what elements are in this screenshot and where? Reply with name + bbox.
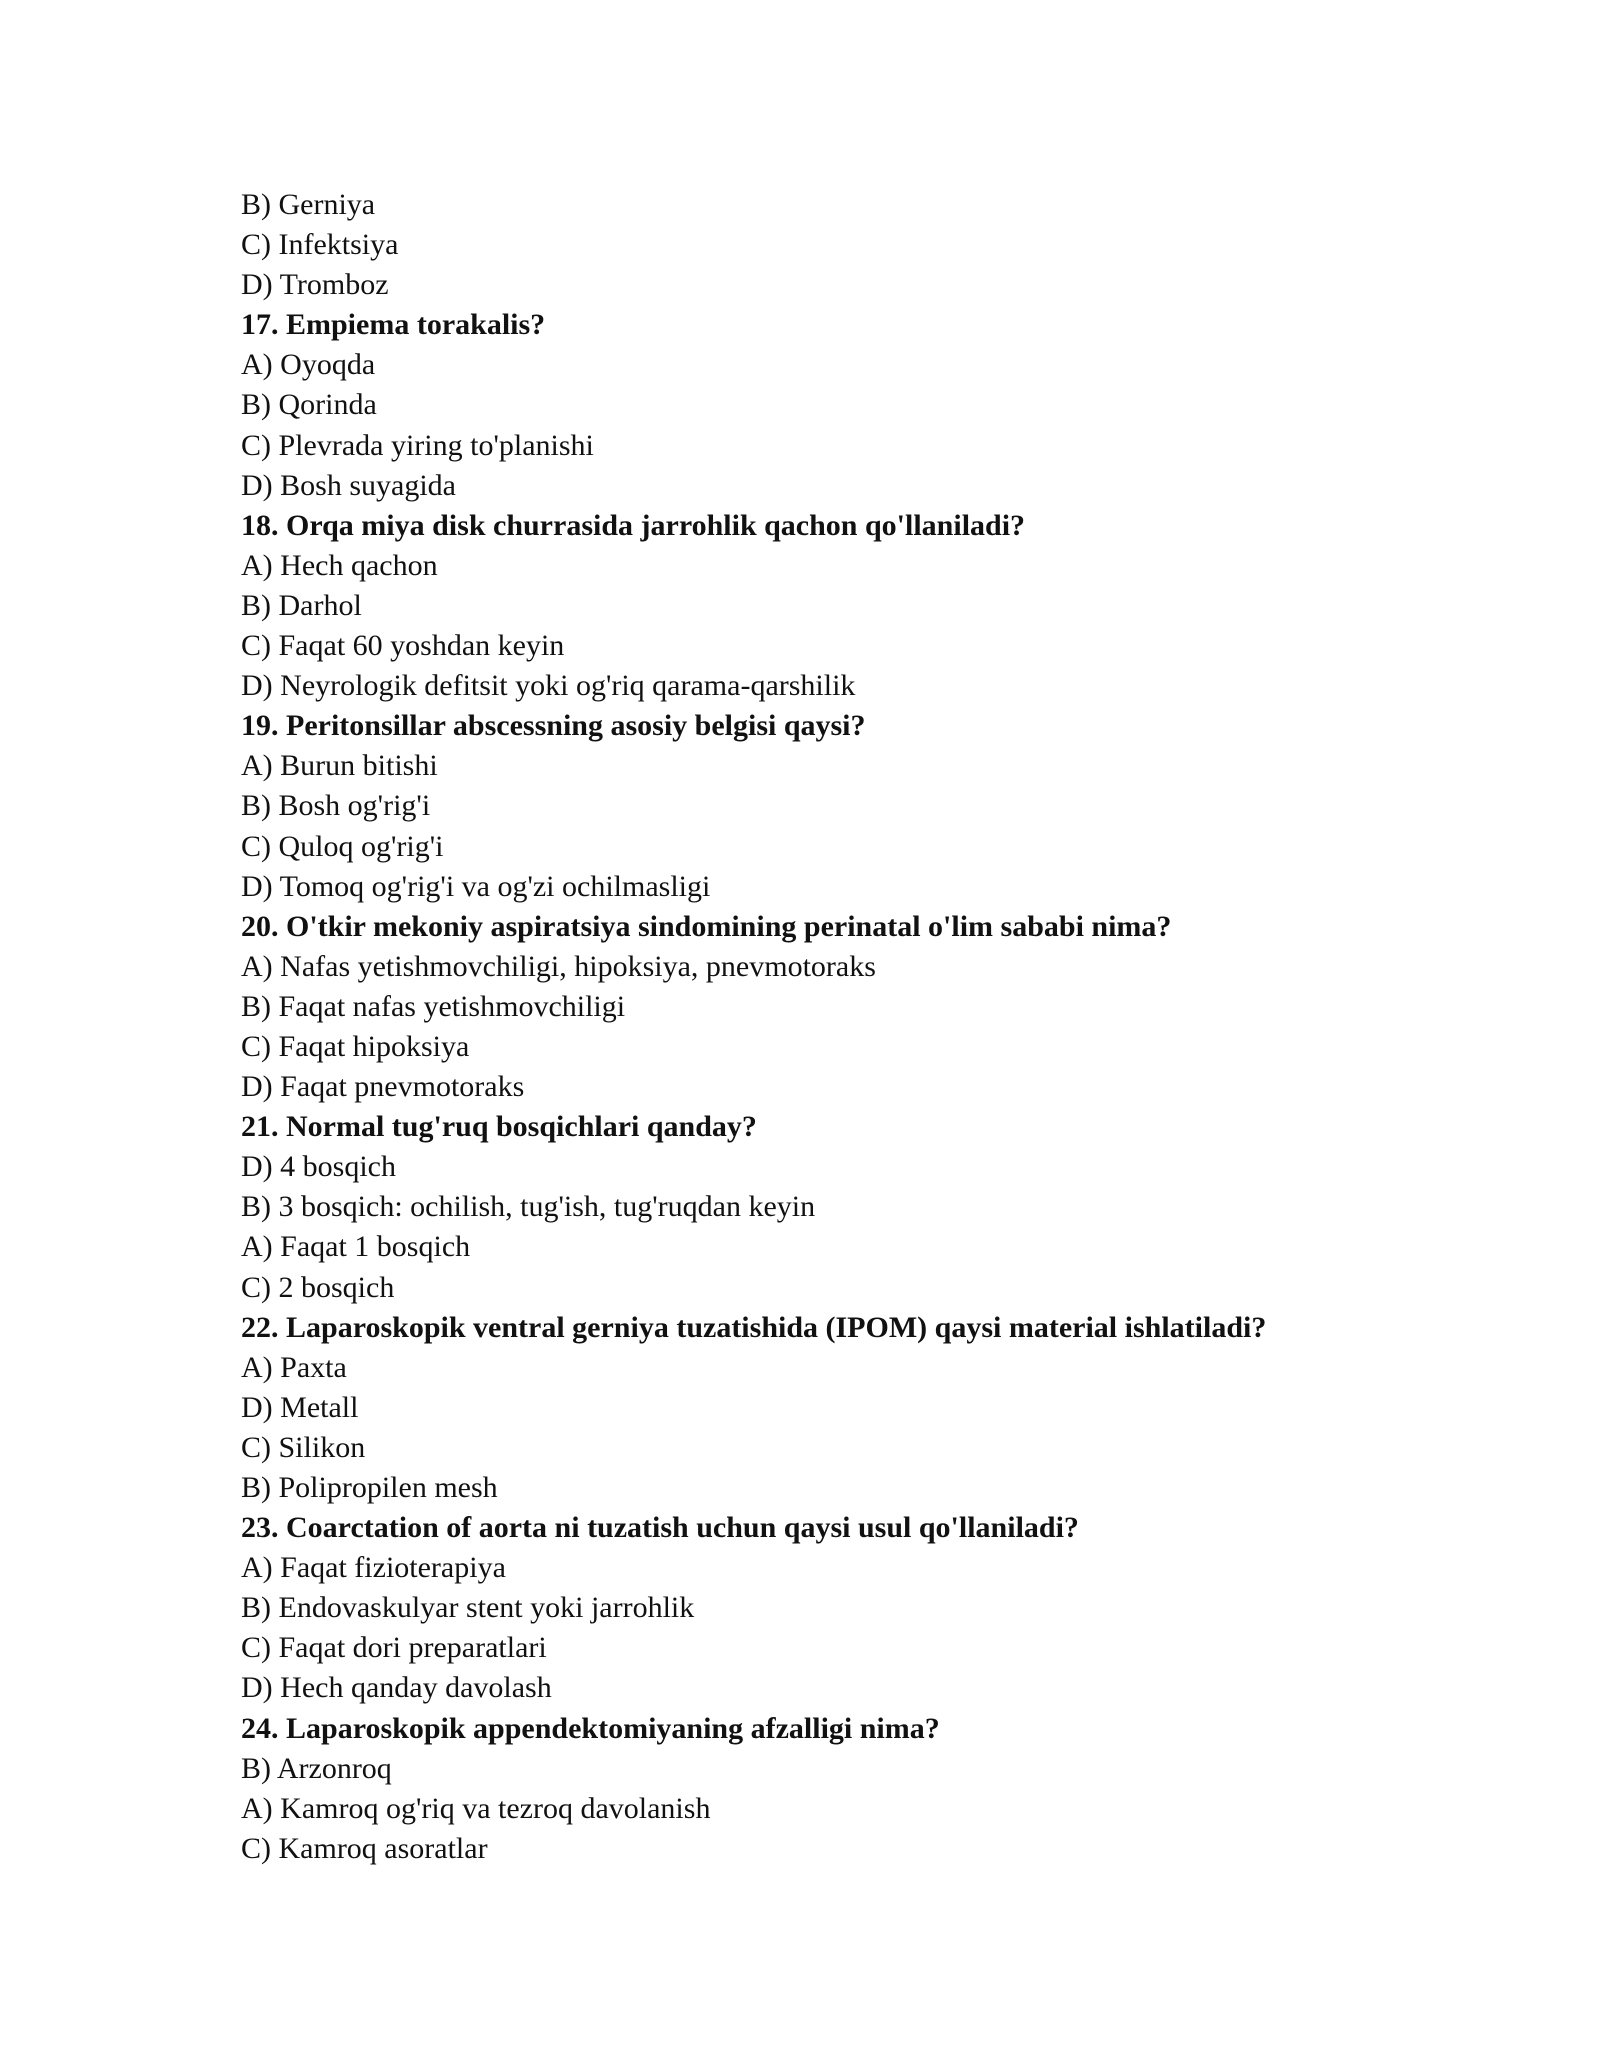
answer-option: D) Metall <box>241 1390 359 1424</box>
answer-option: C) Faqat dori preparatlari <box>241 1631 547 1665</box>
answer-option: C) Kamroq asoratlar <box>241 1831 488 1865</box>
answer-option: D) Hech qanday davolash <box>241 1671 552 1705</box>
answer-option: C) 2 bosqich <box>241 1270 395 1304</box>
answer-option: C) Infektsiya <box>241 228 399 262</box>
answer-option: D) Faqat pnevmotoraks <box>241 1070 525 1104</box>
answer-option: D) Tromboz <box>241 268 389 302</box>
answer-option: A) Oyoqda <box>241 348 376 382</box>
answer-option: B) Endovaskulyar stent yoki jarrohlik <box>241 1591 695 1625</box>
answer-option: A) Kamroq og'riq va tezroq davolanish <box>241 1791 711 1825</box>
answer-option: D) Tomoq og'rig'i va og'zi ochilmasligi <box>241 869 711 903</box>
answer-option: B) Gerniya <box>241 188 376 221</box>
answer-option: A) Hech qachon <box>241 548 438 582</box>
answer-option: D) Neyrologik defitsit yoki og'riq qarama-qarshilik <box>241 669 856 703</box>
answer-option: C) Faqat hipoksiya <box>241 1029 470 1063</box>
question-18: 18. Orqa miya disk churrasida jarrohlik qachon qo'llaniladi? <box>241 508 1026 542</box>
answer-option: C) Silikon <box>241 1430 366 1464</box>
answer-option: D) 4 bosqich <box>241 1150 396 1184</box>
question-22: 22. Laparoskopik ventral gerniya tuzatishida (IPOM) qaysi material ishlatiladi? <box>241 1310 1267 1344</box>
answer-option: B) Darhol <box>241 588 362 622</box>
answer-option: B) Arzonroq <box>241 1751 392 1785</box>
answer-option: D) Bosh suyagida <box>241 468 456 502</box>
answer-option: B) 3 bosqich: ochilish, tug'ish, tug'ruqdan keyin <box>241 1190 816 1224</box>
answer-option: A) Faqat fizioterapiya <box>241 1551 506 1585</box>
answer-option: A) Faqat 1 bosqich <box>241 1230 471 1264</box>
answer-option: A) Burun bitishi <box>241 749 438 783</box>
answer-option: A) Paxta <box>241 1350 347 1384</box>
answer-option: C) Plevrada yiring to'planishi <box>241 428 594 462</box>
quiz-content <box>241 185 1441 1869</box>
answer-option: C) Quloq og'rig'i <box>241 829 444 863</box>
question-23: 23. Coarctation of aorta ni tuzatish uchun qaysi usul qo'llaniladi? <box>241 1511 1079 1545</box>
question-19: 19. Peritonsillar abscessning asosiy belgisi qaysi? <box>241 709 866 743</box>
question-24: 24. Laparoskopik appendektomiyaning afzalligi nima? <box>241 1711 940 1745</box>
question-20: 20. O'tkir mekoniy aspiratsiya sindomining perinatal o'lim sababi nima? <box>241 909 1172 943</box>
answer-option: C) Faqat 60 yoshdan keyin <box>241 629 565 663</box>
answer-option: B) Bosh og'rig'i <box>241 789 431 823</box>
answer-option: B) Polipropilen mesh <box>241 1471 498 1504</box>
answer-option: A) Nafas yetishmovchiligi, hipoksiya, pnevmotoraks <box>241 949 876 983</box>
answer-option: B) Faqat nafas yetishmovchiligi <box>241 989 626 1023</box>
question-21: 21. Normal tug'ruq bosqichlari qanday? <box>241 1110 757 1144</box>
question-17: 17. Empiema torakalis? <box>241 308 546 342</box>
answer-option: B) Qorinda <box>241 388 377 422</box>
